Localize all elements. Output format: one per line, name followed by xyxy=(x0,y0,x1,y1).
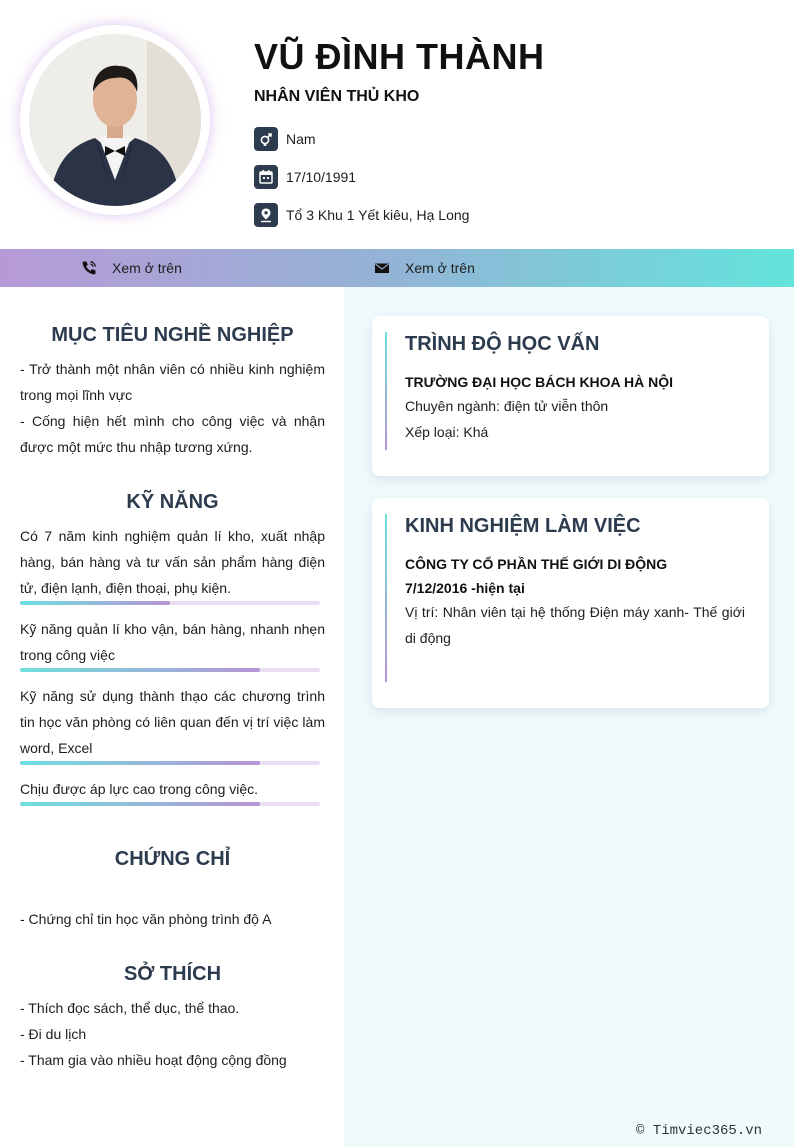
education-title: TRÌNH ĐỘ HỌC VẤN xyxy=(405,333,600,355)
contact-email xyxy=(373,249,475,287)
work-position: Vị trí: Nhân viên tại hệ thống Điện máy xanh- Thế giới di động xyxy=(405,604,745,646)
skill-text: Kỹ năng sử dụng thành thạo các chương trình tin học văn phòng có liên quan đến vị trí việc làm word, Excel xyxy=(20,688,325,756)
birthdate-text: 17/10/1991 xyxy=(286,169,357,185)
experience-card xyxy=(372,498,769,708)
skill-level-fill xyxy=(20,761,260,765)
hobby-line: - Đi du lịch xyxy=(20,1026,87,1042)
school-name: TRƯỜNG ĐẠI HỌC BÁCH KHOA HÀ NỘI xyxy=(405,374,674,390)
skill-text: Chịu được áp lực cao trong công việc. xyxy=(20,781,259,797)
candidate-name: VŨ ĐÌNH THÀNH xyxy=(254,36,545,77)
card-accent-line xyxy=(385,332,387,450)
skill-level-bar xyxy=(20,802,320,806)
work-period: 7/12/2016 -hiện tại xyxy=(405,580,525,596)
objective-line: - Trở thành một nhân viên có nhiều kinh nghiệm trong mọi lĩnh vực xyxy=(20,361,325,403)
gender-icon xyxy=(254,127,278,151)
profile-photo xyxy=(29,34,201,206)
hobbies-title: SỞ THÍCH xyxy=(123,963,222,985)
education-grade: Xếp loại: Khá xyxy=(405,424,489,440)
hobby-line: - Tham gia vào nhiều hoạt động cộng đồng xyxy=(20,1052,287,1068)
skills-title: KỸ NĂNG xyxy=(126,491,219,513)
skill-text: Kỹ năng quản lí kho vận, bán hàng, nhanh nhẹn trong công việc xyxy=(20,621,325,663)
skill-level-fill xyxy=(20,601,170,605)
card-accent-line xyxy=(385,514,387,682)
company-name: CÔNG TY CỔ PHẦN THẾ GIỚI DI ĐỘNG xyxy=(405,556,668,572)
location-icon xyxy=(254,203,278,227)
skill-level-bar xyxy=(20,761,320,765)
certificate-line: - Chứng chỉ tin học văn phòng trình độ A xyxy=(20,911,272,927)
phone-icon xyxy=(80,259,98,277)
skill-level-fill xyxy=(20,668,260,672)
email-text: Xem ở trên xyxy=(405,260,475,276)
phone-text: Xem ở trên xyxy=(112,260,182,276)
hobby-line: - Thích đọc sách, thể dục, thể thao. xyxy=(20,1000,240,1016)
job-title: NHÂN VIÊN THỦ KHO xyxy=(254,88,420,105)
objective-title: MỤC TIÊU NGHỀ NGHIỆP xyxy=(51,324,294,346)
gender-text: Nam xyxy=(286,131,316,147)
email-icon xyxy=(373,259,391,277)
footer-watermark: © Timviec365.vn xyxy=(636,1123,763,1139)
experience-title: KINH NGHIỆM LÀM VIỆC xyxy=(405,515,641,537)
avatar xyxy=(20,25,210,215)
info-gender xyxy=(254,127,316,151)
skill-level-fill xyxy=(20,802,260,806)
calendar-icon xyxy=(254,165,278,189)
skill-level-bar xyxy=(20,668,320,672)
certificates-title: CHỨNG CHỈ xyxy=(114,848,231,870)
education-card xyxy=(372,316,769,476)
contact-phone xyxy=(80,249,182,287)
contact-band xyxy=(0,249,794,287)
address-text: Tổ 3 Khu 1 Yết kiêu, Hạ Long xyxy=(286,207,470,223)
info-address xyxy=(254,203,469,227)
skill-level-bar xyxy=(20,601,320,605)
skill-text: Có 7 năm kinh nghiệm quản lí kho, xuất nhập hàng, bán hàng và tư vấn sản phẩm hàng điện tử, điện lạnh, điện thoại, phụ kiện. xyxy=(20,528,325,596)
info-birthdate xyxy=(254,165,356,189)
objective-line: - Cống hiện hết mình cho công việc và nhận được một mức thu nhập tương xứng. xyxy=(20,413,325,455)
education-major: Chuyên ngành: điện tử viễn thôn xyxy=(405,398,609,414)
